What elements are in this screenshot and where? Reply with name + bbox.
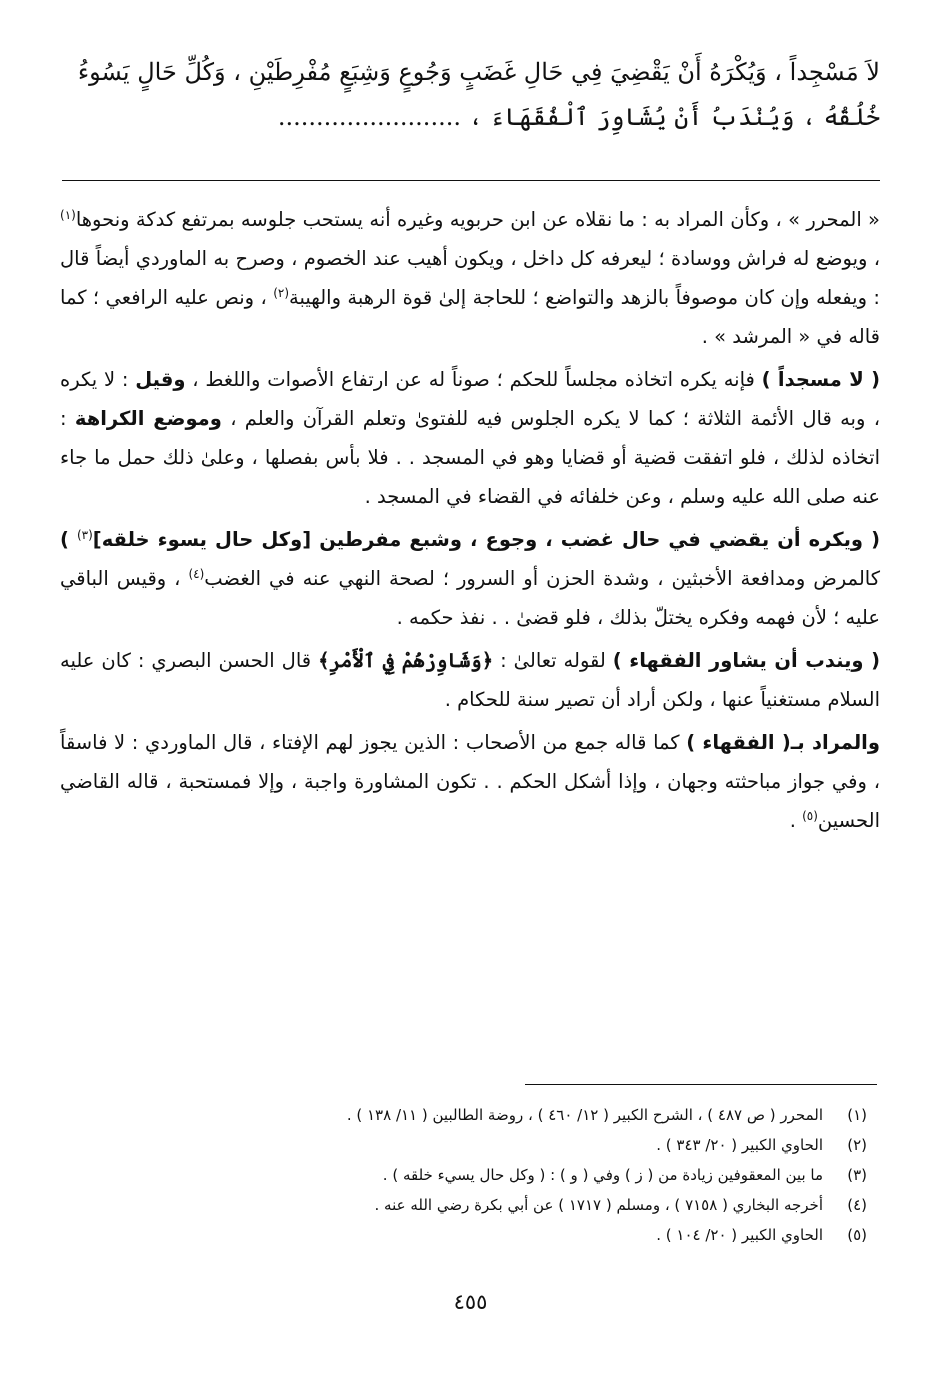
- footnote-number: (٢): [847, 1136, 867, 1154]
- matn-quote: ( ويكره أن يقضي في حال غضب ، وجوع ، وشبع مفرطين [وكل حال يسوء خلقه]: [92, 528, 880, 551]
- text-run: : لا يكره ، وبه قال الأئمة الثلاثة ؛ كما لا يكره الجلوس فيه للفتوىٰ وتعلم القرآن والعلم ،: [60, 368, 880, 430]
- footnote-text: المحرر ( ص ٤٨٧ ) ، الشرح الكبير ( ١٢/ ٤٦٠ ) ، روضة الطالبين ( ١١/ ١٣٨ ) .: [346, 1106, 823, 1124]
- text-run: .: [789, 809, 803, 832]
- footnote-ref-5: (٥): [802, 809, 818, 823]
- matn-dots: ........................: [277, 103, 461, 131]
- matn-line-2-text: خُلُقُهُ ، وَيُنْدَبُ أَنْ يُشَاوِرَ ٱلْفُقَهَاءَ ،: [468, 103, 880, 131]
- matn-quote: ( لا مسجداً ): [761, 368, 880, 391]
- footnote-text: ما بين المعقوفين زيادة من ( ز ) وفي ( و ) : ( وكل حال يسيء خلقه ) .: [382, 1166, 823, 1184]
- paragraph-2: [60, 360, 880, 516]
- footnote-1: [87, 1100, 867, 1130]
- text-run: كما قاله جمع من الأصحاب : الذين يجوز لهم الإفتاء ، قال الماوردي : لا فاسقاً ، وفي جواز مباحثته وجهان ، وإذا أشكل الحكم . . تكون المشاورة واجبة ، وإلا فمستحبة ، قاله القاضي الحسين: [60, 731, 880, 832]
- footnote-ref-1: (١): [60, 208, 76, 222]
- quran-verse: ﴿وَشَاوِرْهُمْ فِي ٱلْأَمْرِ﴾: [318, 649, 494, 672]
- text-run: : اتخاذه لذلك ، فلو اتفقت قضية أو قضايا وهو في المسجد . . فلا بأس بفصلها ، وعلىٰ ذلك حمل ما جاء عنه صلى الله عليه وسلم ، وعن خلفائه في القضاء في المسجد .: [60, 407, 880, 508]
- matn-quote-close: ): [60, 528, 77, 551]
- matn-line-2: [60, 95, 880, 140]
- text-run: ، وقيس الباقي عليه ؛ لأن فهمه وفكره يختلّ بذلك ، فلو قضىٰ . . نفذ حكمه .: [60, 567, 880, 629]
- footnote-3: [87, 1160, 867, 1190]
- keyword: وقيل: [135, 368, 186, 391]
- footnote-number: (٤): [847, 1196, 867, 1214]
- text-run: « المحرر » ، وكأن المراد به : ما نقلاه عن ابن حربويه وغيره أنه يستحب جلوسه بمرتفع كدكة ونحوها: [75, 208, 880, 231]
- footnote-ref-3: (٣): [76, 528, 93, 542]
- matn-separator: [62, 180, 880, 181]
- footnote-ref-2: (٢): [273, 286, 290, 300]
- paragraph-5: [60, 723, 880, 840]
- text-run: ، ونص عليه الرافعي ؛ كما قاله في « المرشد » .: [60, 286, 880, 348]
- paragraph-4: [60, 641, 880, 719]
- commentary: [60, 200, 880, 844]
- paragraph-3: [60, 520, 880, 637]
- text-run: كالمرض ومدافعة الأخبثين ، وشدة الحزن أو السرور ؛ لصحة النهي عنه في الغضب: [204, 567, 880, 590]
- text-run: فإنه يكره اتخاذه مجلساً للحكم ؛ صوناً له عن ارتفاع الأصوات واللغط ،: [185, 368, 762, 391]
- footnote-ref-4: (٤): [188, 567, 205, 581]
- page-number: ٤٥٥: [453, 1290, 488, 1314]
- keyword: وموضع الكراهة: [74, 407, 222, 430]
- footnote-number: (٥): [847, 1226, 867, 1244]
- paragraph-1: [60, 200, 880, 356]
- footnote-5: [87, 1220, 867, 1250]
- footnote-text: الحاوي الكبير ( ٢٠/ ١٠٤ ) .: [656, 1226, 823, 1244]
- text-run: ، ويوضع له فراش ووسادة ؛ ليعرفه كل داخل ، ويكون أهيب عند الخصوم ، وصرح به الماوردي أيضاً قال : ويفعله وإن كان موصوفاً بالزهد والتواضع ؛ للحاجة إلىٰ قوة الرهبة والهيبة: [60, 247, 880, 309]
- text-run: قال الحسن البصري : كان عليه السلام مستغنياً عنها ، ولكن أراد أن تصير سنة للحكام .: [60, 649, 880, 711]
- footnotes: [87, 1100, 867, 1250]
- footnote-number: (٣): [847, 1166, 867, 1184]
- matn-quote: ( ويندب أن يشاور الفقهاء ): [612, 649, 880, 672]
- footnote-2: [87, 1130, 867, 1160]
- matn-text: [60, 50, 880, 140]
- matn-line-1: لاَ مَسْجِداً ، وَيُكْرَهُ أَنْ يَقْضِيَ فِي حَالِ غَضَبٍ وَجُوعٍ وَشِبَعٍ مُفْرِطَيْنِ ، وَكُلِّ حَالٍ يَسُوءُ: [77, 58, 880, 86]
- footnote-text: الحاوي الكبير ( ٢٠/ ٣٤٣ ) .: [656, 1136, 823, 1154]
- matn-quote: والمراد بـ( الفقهاء ): [686, 731, 880, 754]
- footnote-text: أخرجه البخاري ( ٧١٥٨ ) ، ومسلم ( ١٧١٧ ) عن أبي بكرة رضي الله عنه .: [374, 1196, 823, 1214]
- footnote-separator: [525, 1084, 877, 1085]
- footnote-number: (١): [847, 1106, 867, 1124]
- text-run: لقوله تعالىٰ :: [493, 649, 613, 672]
- footnote-4: [87, 1190, 867, 1220]
